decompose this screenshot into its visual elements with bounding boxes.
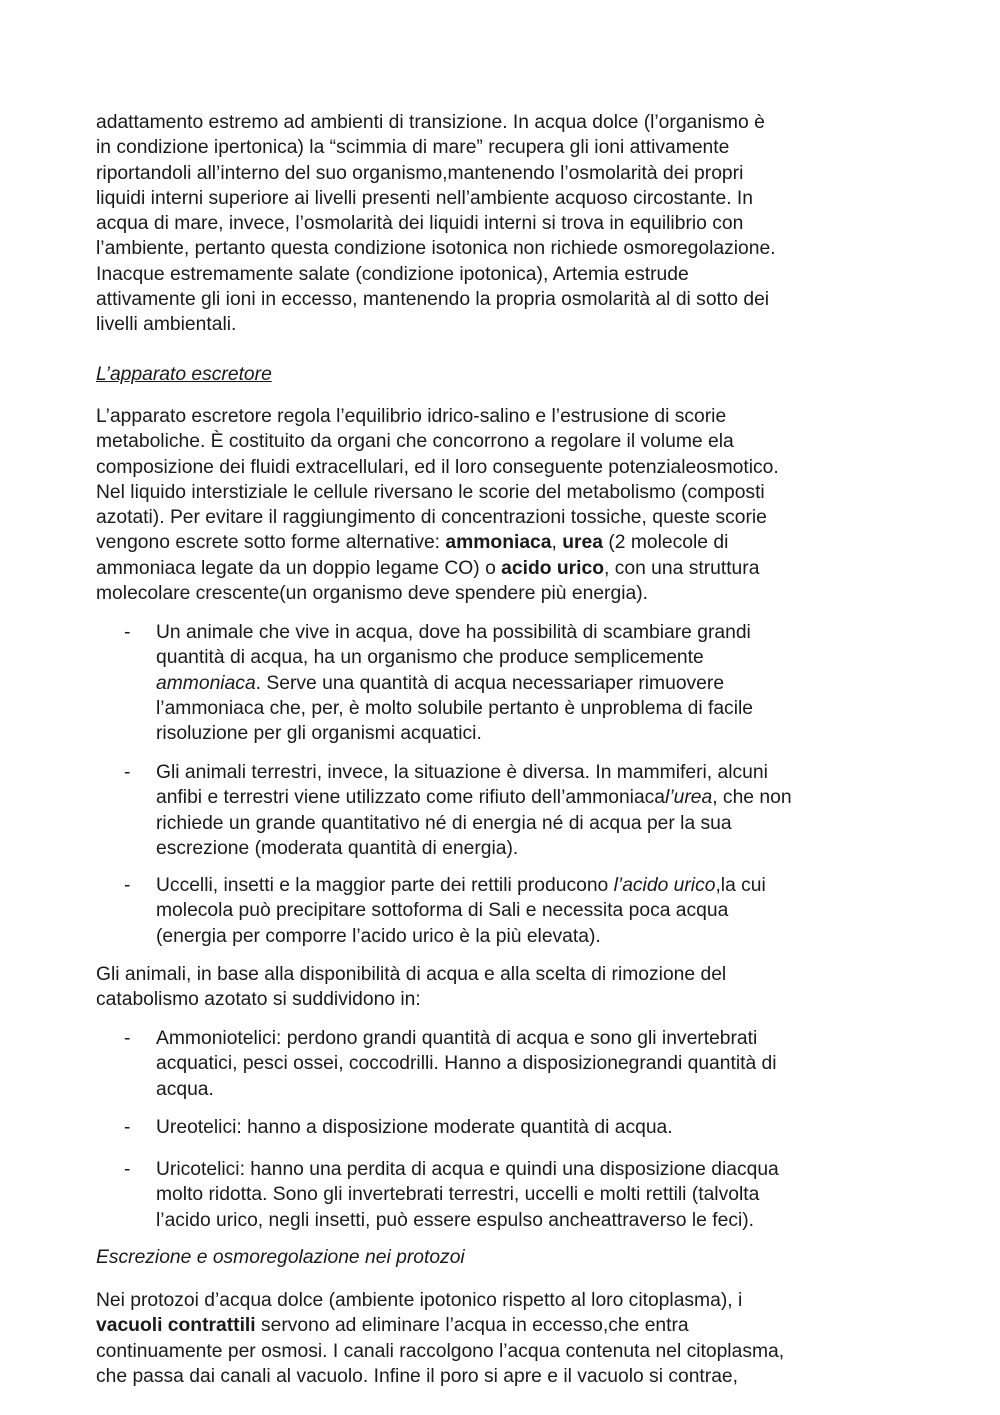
intro-line: Inacque estremamente salate (condizione ipotonica), Artemia estrude bbox=[96, 263, 689, 285]
excretory-paragraph bbox=[96, 404, 896, 606]
text-run: ammoniaca legate da un doppio legame CO) o bbox=[96, 557, 502, 579]
list-item-line: l’ammoniaca che, per, è molto solubile pertanto è unproblema di facile bbox=[156, 697, 753, 719]
list-item bbox=[156, 873, 896, 949]
intro-paragraph bbox=[96, 110, 896, 338]
paragraph-line: catabolismo azotato si suddividono in: bbox=[96, 989, 421, 1011]
list-item-line: risoluzione per gli organismi acquatici. bbox=[156, 723, 482, 745]
paragraph-line: molecolare crescente(un organismo deve spendere più energia). bbox=[96, 583, 648, 605]
section-heading bbox=[96, 362, 896, 387]
list-item-line bbox=[156, 873, 896, 898]
list-item-line: Gli animali terrestri, invece, la situazione è diversa. In mammiferi, alcuni bbox=[156, 762, 768, 783]
list-item-line: (energia per comporre l’acido urico è la più elevata). bbox=[156, 925, 601, 947]
list-bullet: - bbox=[124, 622, 131, 643]
paragraph-line: azotati). Per evitare il raggiungimento di concentrazioni tossiche, queste scorie bbox=[96, 507, 767, 529]
intro-line: adattamento estremo ad ambienti di transizione. In acqua dolce (l’organismo è bbox=[96, 112, 765, 133]
section-heading-text: L’apparato escretore bbox=[96, 364, 272, 385]
list-item-line: Un animale che vive in acqua, dove ha possibilità di scambiare grandi bbox=[156, 622, 751, 643]
list-item-line: Uricotelici: hanno una perdita di acqua e quindi una disposizione diacqua bbox=[156, 1159, 779, 1180]
text-run: (2 molecole di bbox=[602, 532, 729, 554]
list-bullet: - bbox=[124, 762, 131, 783]
italic-term: l’urea bbox=[665, 787, 713, 809]
text-run: anfibi e terrestri viene utilizzato come rifiuto dell’ammoniaca bbox=[156, 787, 666, 809]
list-item-line: molecola può precipitare sottoforma di Sali e necessita poca acqua bbox=[156, 900, 729, 922]
list-item bbox=[156, 1026, 896, 1102]
list-item bbox=[156, 760, 896, 861]
italic-term: ammoniaca bbox=[156, 672, 256, 694]
paragraph-line bbox=[96, 530, 896, 555]
list-item bbox=[156, 1115, 896, 1140]
list-item-line: richiede un grande quantitativo né di energia né di acqua per la sua bbox=[156, 812, 732, 834]
list-item-line bbox=[156, 671, 896, 696]
list-bullet: - bbox=[124, 875, 131, 896]
list-item-line: acquatici, pesci ossei, coccodrilli. Hanno a disposizionegrandi quantità di bbox=[156, 1053, 777, 1075]
classification-paragraph bbox=[96, 962, 896, 1013]
paragraph-line bbox=[96, 556, 896, 581]
italic-term: l’acido urico bbox=[613, 875, 716, 896]
intro-line: in condizione ipertonica) la “scimmia di mare” recupera gli ioni attivamente bbox=[96, 137, 730, 159]
paragraph-line: continuamente per osmosi. I canali raccolgono l’acqua contenuta nel citoplasma, bbox=[96, 1340, 785, 1362]
list-item-line: Ureotelici: hanno a disposizione moderate quantità di acqua. bbox=[156, 1117, 673, 1138]
protozoa-paragraph bbox=[96, 1288, 896, 1389]
text-run: , bbox=[551, 532, 563, 554]
paragraph-line: metaboliche. È costituito da organi che concorrono a regolare il volume ela bbox=[96, 431, 734, 453]
text-run: , con una struttura bbox=[604, 557, 760, 579]
bold-term-ammoniaca: ammoniaca bbox=[445, 532, 552, 554]
list-bullet: - bbox=[124, 1159, 131, 1180]
bold-term-acido-urico: acido urico bbox=[501, 557, 605, 579]
paragraph-line: composizione dei fluidi extracellulari, ed il loro conseguente potenzialeosmotico. bbox=[96, 456, 779, 478]
bold-term-urea: urea bbox=[562, 532, 603, 554]
intro-line: riportandoli all’interno del suo organismo,mantenendo l’osmolarità dei propri bbox=[96, 162, 744, 184]
intro-line: livelli ambientali. bbox=[96, 314, 237, 336]
bold-term-vacuoli-contrattili: vacuoli contrattili bbox=[96, 1315, 256, 1337]
paragraph-line bbox=[96, 1313, 896, 1338]
intro-line: l’ambiente, pertanto questa condizione isotonica non richiede osmoregolazione. bbox=[96, 238, 776, 260]
list-item bbox=[156, 1157, 896, 1233]
paragraph-line: Gli animali, in base alla disponibilità di acqua e alla scelta di rimozione del bbox=[96, 964, 727, 985]
paragraph-line: Nei protozoi d’acqua dolce (ambiente ipotonico rispetto al loro citoplasma), i bbox=[96, 1290, 743, 1311]
intro-line: liquidi interni superiore ai livelli presenti nell’ambiente acquoso circostante. In bbox=[96, 187, 753, 209]
list-item-line: Ammoniotelici: perdono grandi quantità di acqua e sono gli invertebrati bbox=[156, 1028, 758, 1049]
paragraph-line: Nel liquido interstiziale le cellule riversano le scorie del metabolismo (composti bbox=[96, 481, 765, 503]
list-item-line: acqua. bbox=[156, 1078, 214, 1100]
list-item-line: escrezione (moderata quantità di energia). bbox=[156, 837, 519, 859]
list-item-line: quantità di acqua, ha un organismo che produce semplicemente bbox=[156, 647, 704, 669]
list-bullet: - bbox=[124, 1117, 131, 1138]
intro-line: acqua di mare, invece, l’osmolarità dei liquidi interni si trova in equilibrio con bbox=[96, 213, 744, 235]
list-item-line: l’acido urico, negli insetti, può essere espulso ancheattraverso le feci). bbox=[156, 1209, 755, 1231]
list-item-line: molto ridotta. Sono gli invertebrati terrestri, uccelli e molti rettili (talvolta bbox=[156, 1184, 760, 1206]
text-run: Uccelli, insetti e la maggior parte dei rettili producono bbox=[156, 875, 614, 896]
list-item bbox=[156, 620, 896, 746]
text-run: servono ad eliminare l’acqua in eccesso,che entra bbox=[255, 1315, 689, 1337]
list-item-line bbox=[156, 785, 896, 810]
paragraph-line: che passa dai canali al vacuolo. Infine il poro si apre e il vacuolo si contrae, bbox=[96, 1365, 739, 1387]
intro-line: attivamente gli ioni in eccesso, mantenendo la propria osmolarità al di sotto dei bbox=[96, 289, 770, 311]
list-bullet: - bbox=[124, 1028, 131, 1049]
text-run: vengono escrete sotto forme alternative: bbox=[96, 532, 446, 554]
paragraph-line: L’apparato escretore regola l’equilibrio idrico-salino e l’estrusione di scorie bbox=[96, 406, 727, 427]
section-heading: Escrezione e osmoregolazione nei protozoi bbox=[96, 1247, 465, 1268]
text-run: . Serve una quantità di acqua necessariaper rimuovere bbox=[255, 672, 725, 694]
text-run: ,la cui bbox=[715, 875, 766, 896]
text-run: , che non bbox=[712, 787, 792, 809]
